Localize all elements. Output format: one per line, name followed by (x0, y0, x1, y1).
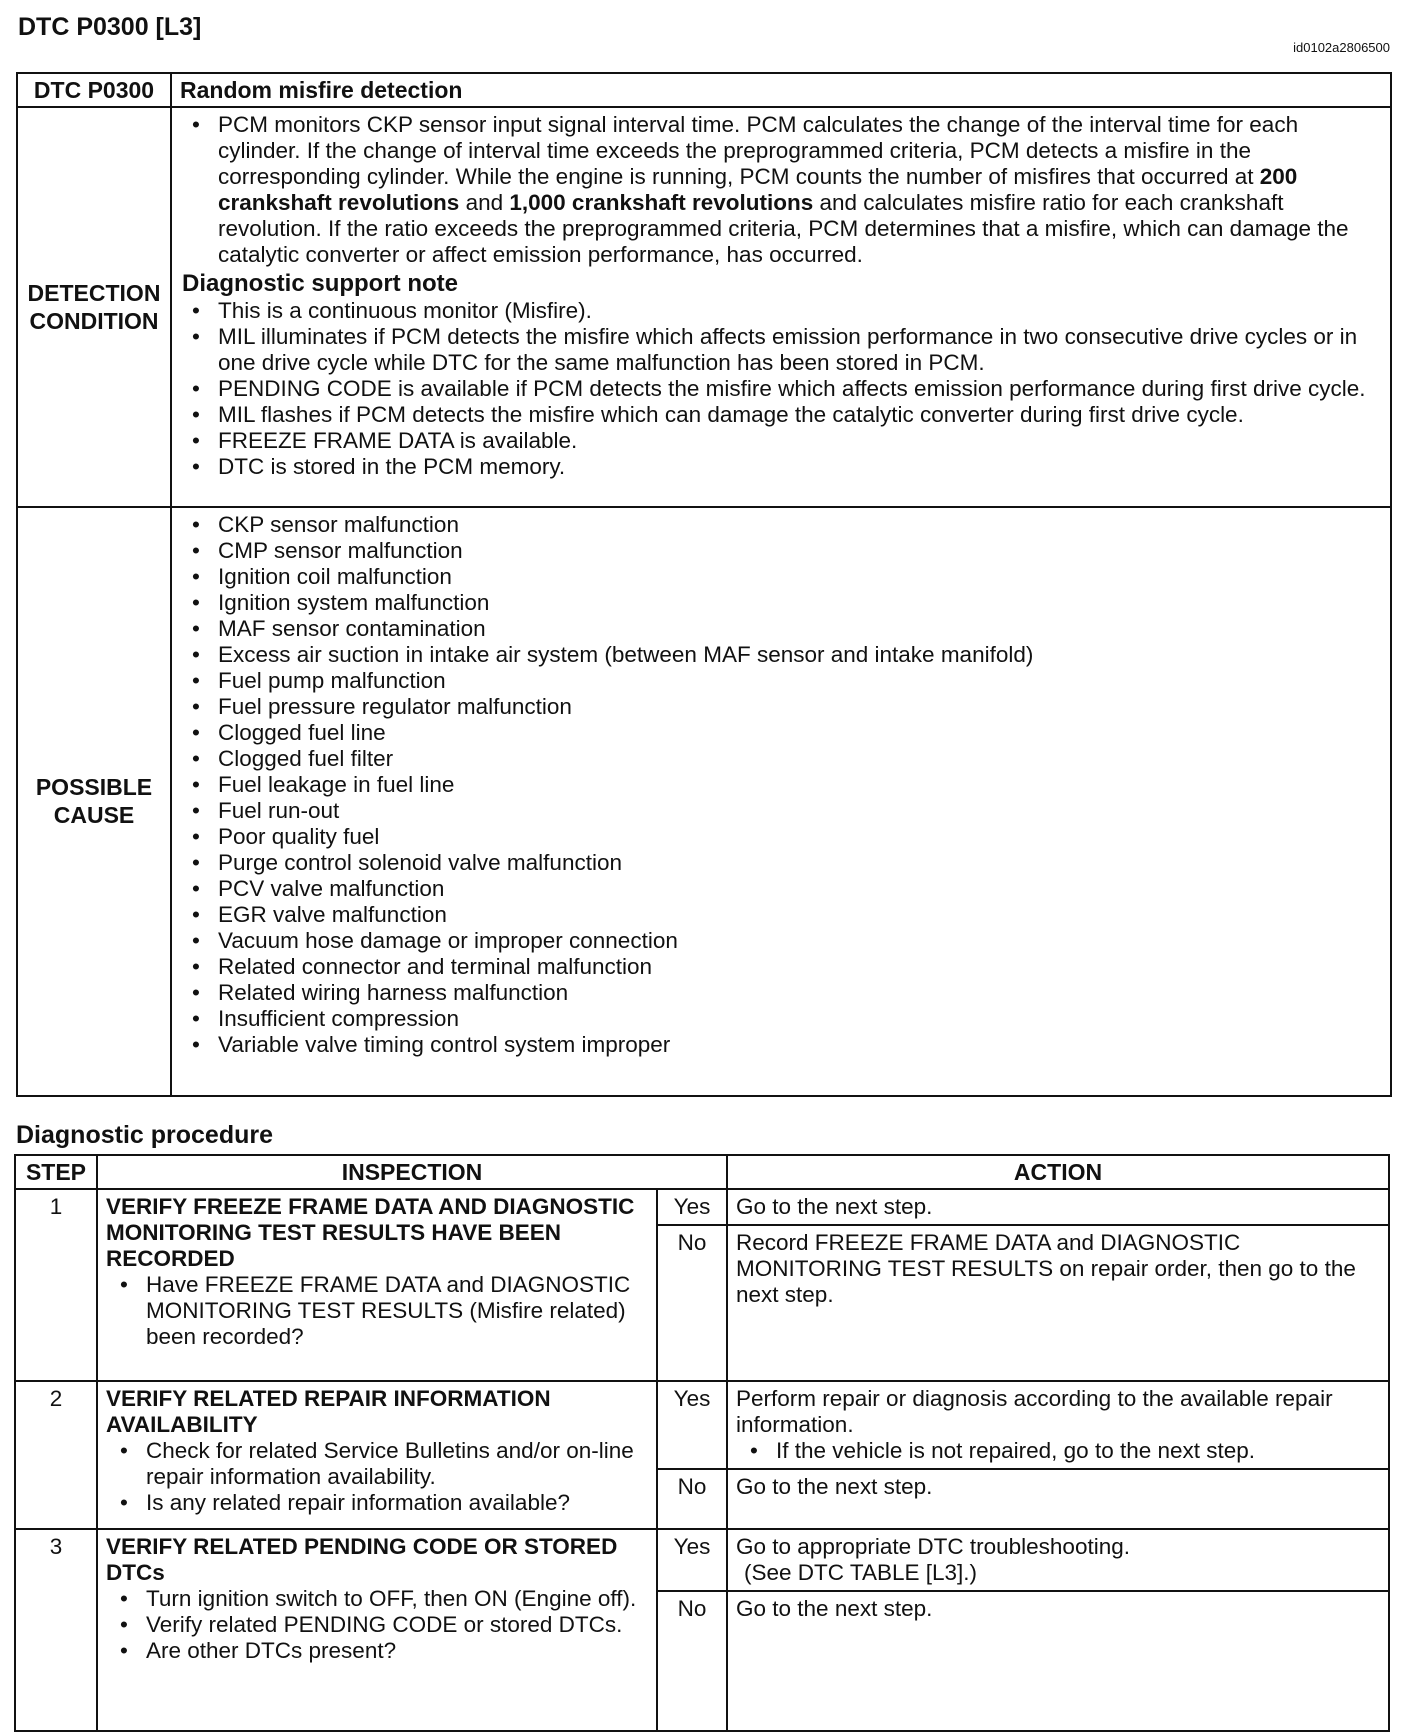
step-title: VERIFY RELATED REPAIR INFORMATION AVAILABILITY (106, 1386, 551, 1437)
procedure-title: Diagnostic procedure (16, 1121, 273, 1149)
step-2-yes-row (15, 1381, 1389, 1469)
cause-item: • CKP sensor malfunction (182, 512, 1382, 538)
inspection-list (106, 1586, 648, 1664)
support-note-item: • DTC is stored in the PCM memory. (182, 454, 1382, 480)
inspection-item: • Verify related PENDING CODE or stored DTCs. (106, 1612, 648, 1638)
page-title: DTC P0300 [L3] (18, 13, 202, 41)
detection-text-3: and calculates misfire ratio for each crankshaft revolution. If the ratio exceeds the preprogrammed criteria, PCM determines that a misfire, which can damage the catalytic converter or affect emission performance, has occurred. (218, 190, 1349, 267)
step-3-inspection (97, 1529, 657, 1731)
no-action: Go to the next step. (727, 1591, 1389, 1731)
cause-label-line2: CAUSE (53, 802, 135, 829)
no-label: No (657, 1591, 727, 1731)
document-id: id0102a2806500 (1293, 40, 1390, 55)
cause-item: • Ignition coil malfunction (182, 564, 1382, 590)
yes-label: Yes (657, 1381, 727, 1469)
no-label: No (657, 1225, 727, 1381)
support-note-item: • MIL illuminates if PCM detects the misfire which affects emission performance in two consecutive drive cycles or in one drive cycle while DTC for the same malfunction has been stored in PCM. (182, 324, 1382, 376)
step-title: VERIFY FREEZE FRAME DATA AND DIAGNOSTIC MONITORING TEST RESULTS HAVE BEEN RECORDED (106, 1194, 635, 1271)
cause-item: • Poor quality fuel (182, 824, 1382, 850)
yes-action-cell (727, 1529, 1389, 1591)
cause-item: • Related connector and terminal malfunction (182, 954, 1382, 980)
detection-text-2: and (459, 190, 510, 215)
step-1-inspection (97, 1189, 657, 1381)
no-action: Record FREEZE FRAME DATA and DIAGNOSTIC MONITORING TEST RESULTS on repair order, then go to the next step. (727, 1225, 1389, 1381)
cause-item: • Clogged fuel filter (182, 746, 1382, 772)
step-number: 2 (15, 1381, 97, 1529)
cause-item: • Fuel leakage in fuel line (182, 772, 1382, 798)
detection-bold-1: 200 crankshaft revolutions (218, 164, 1298, 215)
possible-cause-row (17, 507, 1391, 1096)
yes-action: Go to the next step. (727, 1189, 1389, 1225)
detection-condition-row (17, 107, 1391, 507)
procedure-header-row (15, 1155, 1389, 1189)
cause-item: • Excess air suction in intake air system (between MAF sensor and intake manifold) (182, 642, 1382, 668)
action-item: • If the vehicle is not repaired, go to the next step. (736, 1438, 1380, 1464)
step-header: STEP (15, 1155, 97, 1189)
cause-item: • Fuel pump malfunction (182, 668, 1382, 694)
dtc-table-reference: (See DTC TABLE [L3].) (744, 1560, 978, 1585)
yes-action-cell (727, 1381, 1389, 1469)
inspection-item: • Check for related Service Bulletins and/or on-line repair information availability. (106, 1438, 648, 1490)
action-list (736, 1438, 1380, 1464)
cause-item: • CMP sensor malfunction (182, 538, 1382, 564)
inspection-header: INSPECTION (97, 1155, 727, 1189)
cause-item: • MAF sensor contamination (182, 616, 1382, 642)
detection-label-line1: DETECTION (27, 279, 161, 306)
support-note-list (182, 298, 1382, 480)
inspection-list (106, 1438, 648, 1516)
detection-condition-content (171, 107, 1391, 507)
detection-main-list (182, 112, 1382, 268)
inspection-item: • Is any related repair information available? (106, 1490, 648, 1516)
diagnostic-support-note-heading: Diagnostic support note (182, 270, 458, 297)
step-number: 1 (15, 1189, 97, 1381)
no-action: Go to the next step. (727, 1469, 1389, 1529)
inspection-list (106, 1272, 648, 1350)
step-3-yes-row (15, 1529, 1389, 1591)
detection-label-line2: CONDITION (29, 307, 159, 334)
dtc-title: Random misfire detection (171, 73, 1391, 107)
cause-item: • Clogged fuel line (182, 720, 1382, 746)
possible-cause-content (171, 507, 1391, 1096)
cause-label-line1: POSSIBLE (35, 774, 153, 801)
yes-action: Go to appropriate DTC troubleshooting. (736, 1534, 1130, 1559)
cause-item: • Related wiring harness malfunction (182, 980, 1382, 1006)
step-1-yes-row (15, 1189, 1389, 1225)
action-header: ACTION (727, 1155, 1389, 1189)
possible-cause-list (182, 512, 1382, 1058)
support-note-item: • MIL flashes if PCM detects the misfire which can damage the catalytic converter during first drive cycle. (182, 402, 1382, 428)
cause-item: • PCV valve malfunction (182, 876, 1382, 902)
cause-item: • EGR valve malfunction (182, 902, 1382, 928)
diagnostic-procedure-table (14, 1154, 1390, 1732)
step-title: VERIFY RELATED PENDING CODE OR STORED DTCs (106, 1534, 618, 1585)
possible-cause-label (17, 507, 171, 1096)
detection-condition-label (17, 107, 171, 507)
inspection-item: • Turn ignition switch to OFF, then ON (Engine off). (106, 1586, 648, 1612)
dtc-info-table (16, 72, 1392, 1097)
yes-label: Yes (657, 1529, 727, 1591)
cause-item: • Ignition system malfunction (182, 590, 1382, 616)
inspection-item: • Are other DTCs present? (106, 1638, 648, 1664)
no-label: No (657, 1469, 727, 1529)
step-number: 3 (15, 1529, 97, 1731)
yes-action: Perform repair or diagnosis according to the available repair information. (736, 1386, 1333, 1437)
dtc-header-row (17, 73, 1391, 107)
cause-item: • Purge control solenoid valve malfunction (182, 850, 1382, 876)
dtc-code: DTC P0300 (17, 73, 171, 107)
cause-item: • Fuel run-out (182, 798, 1382, 824)
step-2-inspection (97, 1381, 657, 1529)
detection-text-1: PCM monitors CKP sensor input signal interval time. PCM calculates the change of the interval time for each cylinder. If the change of interval time exceeds the preprogrammed criteria, PCM detects a misfire in the corresponding cylinder. While the engine is running, PCM counts the number of misfires that occurred at (218, 112, 1299, 189)
cause-item: • Insufficient compression (182, 1006, 1382, 1032)
cause-item: • Fuel pressure regulator malfunction (182, 694, 1382, 720)
yes-label: Yes (657, 1189, 727, 1225)
support-note-item: • This is a continuous monitor (Misfire). (182, 298, 1382, 324)
detection-main-bullet (182, 112, 1382, 268)
support-note-item: • PENDING CODE is available if PCM detects the misfire which affects emission performance during first drive cycle. (182, 376, 1382, 402)
inspection-item: • Have FREEZE FRAME DATA and DIAGNOSTIC MONITORING TEST RESULTS (Misfire related) been recorded? (106, 1272, 648, 1350)
cause-item: • Variable valve timing control system improper (182, 1032, 1382, 1058)
cause-item: • Vacuum hose damage or improper connection (182, 928, 1382, 954)
detection-bold-2: 1,000 crankshaft revolutions (509, 190, 814, 215)
support-note-item: • FREEZE FRAME DATA is available. (182, 428, 1382, 454)
